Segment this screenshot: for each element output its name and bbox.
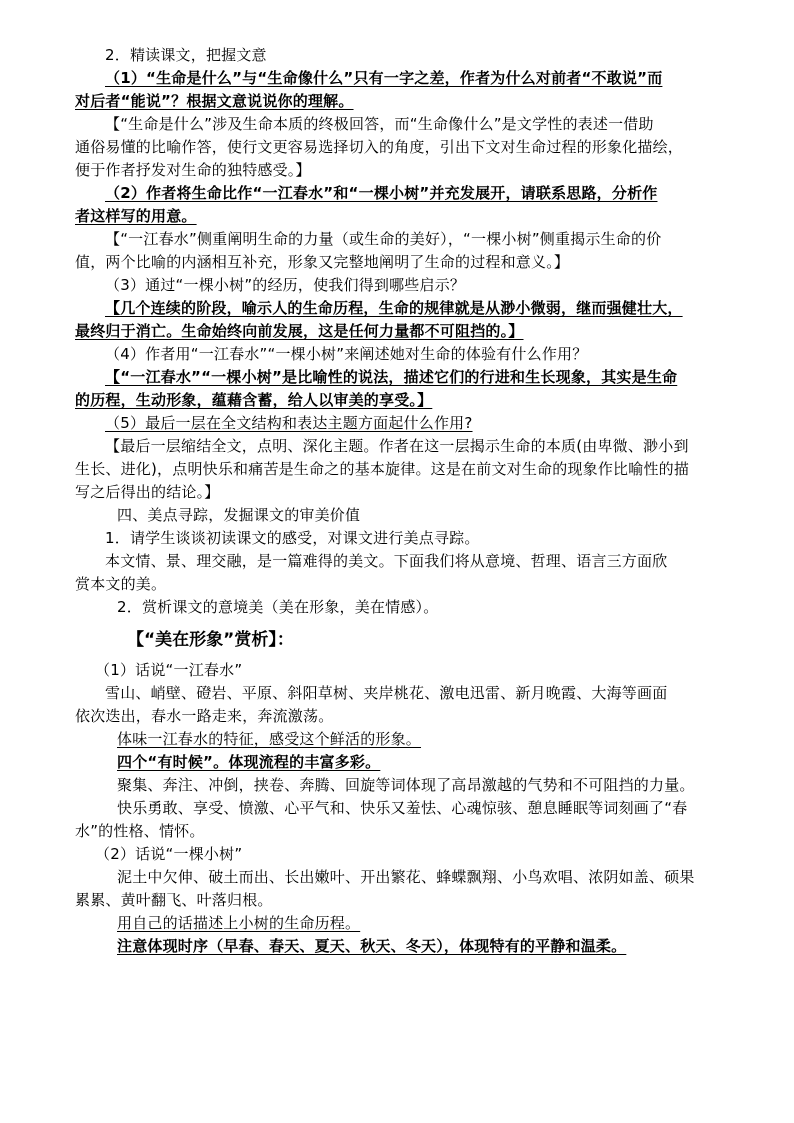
spring-title: （1）话说“一江春水” (95, 661, 243, 679)
question-4: （4）作者用“一江春水”“一棵小树”来阐述她对生命的体验有什么作用？ (105, 345, 588, 363)
spring-desc-line-2: 依次迭出，春水一路走来，奔流激荡。 (75, 707, 334, 725)
spring-note: 四个“有时候”。体现流程的丰富多彩。 (117, 753, 381, 771)
question-2-line-1: （2）作者将生命比作“一江春水”和“一棵小树”并充发展开，请联系思路，分析作 (105, 184, 658, 202)
tree-desc-line-2: 累累、黄叶翻飞、叶落归根。 (75, 891, 273, 909)
question-1-line-2: 对后者“能说”？根据文意说说你的理解。 (75, 92, 354, 110)
beauty-in-image-heading: 【“美在形象”赏析】： (127, 630, 294, 650)
section-4-intro-line-2: 赏本文的美。 (75, 575, 167, 593)
answer-5-line-2: 生长、进化)，点明快乐和痛苦是生命之的基本旋律。这是在前文对生命的现象作比喻性的描 (75, 460, 690, 478)
question-2-line-2: 者这样写的用意。 (75, 207, 197, 225)
question-3: （3）通过“一棵小树”的经历，使我们得到哪些启示？ (105, 276, 466, 294)
tree-note: 注意体现时序（早春、春天、夏天、秋天、冬天），体现特有的平静和温柔。 (117, 937, 627, 955)
section-4-intro-line-1: 本文情、景、理交融，是一篇难得的美文。下面我们将从意境、哲理、语言三方面欣 (105, 552, 668, 570)
answer-4-line-2: 的历程，生动形象，蕴藉含蓄，给人以审美的享受。】 (75, 391, 433, 409)
answer-5-line-3: 写之后得出的结论。】 (75, 483, 220, 501)
tree-task: 用自己的话描述上小树的生命历程。 (117, 914, 361, 932)
section-2-title: 2．精读课文，把握文意 (105, 46, 267, 64)
section-4-title: 四、美点寻踪，发掘课文的审美价值 (117, 506, 361, 524)
tree-desc-line-1: 泥土中欠伸、破土而出、长出嫩叶、开出繁花、蜂蝶飘翔、小鸟欢唱、浓阴如盖、硕果 (117, 868, 695, 886)
answer-2-line-1: 【“一江春水”侧重阐明生命的力量（或生命的美好），“一棵小树”侧重揭示生命的价 (105, 230, 662, 248)
question-5: （5）最后一层在全文结构和表达主题方面起什么作用? (105, 414, 473, 432)
answer-1-line-1: 【“生命是什么”涉及生命本质的终极回答，而“生命像什么”是文学性的表述一借助 (105, 115, 654, 133)
answer-2-line-2: 值，两个比喻的内涵相互补充，形象又完整地阐明了生命的过程和意义。】 (75, 253, 570, 271)
spring-task: 体味一江春水的特征，感受这个鲜活的形象。 (117, 730, 422, 748)
tree-title: （2）话说“一棵小树” (95, 845, 243, 863)
answer-1-line-2: 通俗易懂的比喻作答，使行文更容易选择切入的角度，引出下文对生命过程的形象化描绘， (75, 138, 684, 156)
spring-mood-line-2: 水”的性格、情怀。 (75, 822, 205, 840)
answer-5-line-1: 【最后一层缩结全文，点明、深化主题。作者在这一层揭示生命的本质(由卑微、渺小到 (105, 437, 689, 455)
answer-3-line-1: 【几个连续的阶段，喻示人的生命历程，生命的规律就是从渺小微弱，继而强健壮大， (105, 299, 683, 317)
document-page (75, 44, 720, 958)
section-4-item-2: 2．赏析课文的意境美（美在形象，美在情感）。 (117, 598, 439, 616)
spring-desc-line-1: 雪山、峭壁、磴岩、平原、斜阳草树、夹岸桃花、激电迅雷、新月晚霞、大海等画面 (105, 684, 668, 702)
answer-4-line-1: 【“一江春水”“一棵小树”是比喻性的说法，描述它们的行进和生长现象，其实是生命 (105, 368, 678, 386)
answer-3-line-2: 最终归于消亡。生命始终向前发展，这是任何力量都不可阻挡的。】 (75, 322, 524, 340)
question-1-line-1: （1）“生命是什么”与“生命像什么”只有一字之差，作者为什么对前者“不敢说”而 (105, 69, 663, 87)
answer-1-line-3: 便于作者抒发对生命的独特感受。】 (75, 161, 311, 179)
section-4-item-1: 1．请学生谈谈初读课文的感受，对课文进行美点寻踪。 (105, 529, 480, 547)
spring-mood-line-1: 快乐勇敢、享受、愤激、心平气和、快乐又羞怯、心魂惊骇、憩息睡眠等词刻画了“春 (117, 799, 688, 817)
spring-verbs: 聚集、奔注、冲倒，挟卷、奔腾、回旋等词体现了高昂激越的气势和不可阻挡的力量。 (117, 776, 695, 794)
